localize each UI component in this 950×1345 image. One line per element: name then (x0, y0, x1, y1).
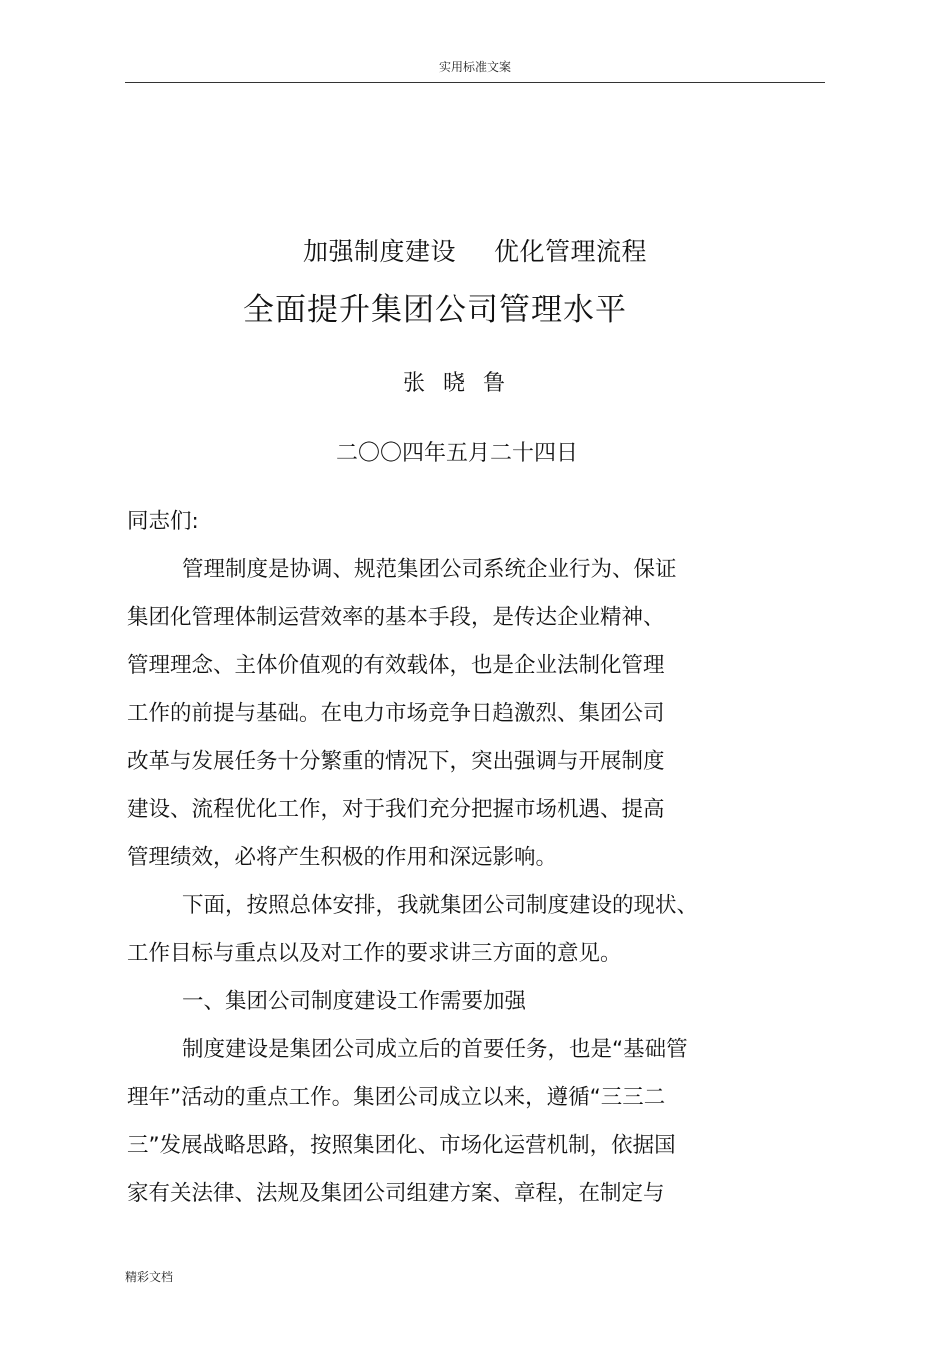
page-footer: 精彩文档 (125, 1270, 174, 1284)
body-line: 工作目标与重点以及对工作的要求讲三方面的意见。 (127, 941, 622, 966)
body-line: 工作的前提与基础。在电力市场竞争日趋激烈、集团公司 (127, 701, 665, 726)
title-part1: 加强制度建设 (302, 237, 456, 266)
body-line: 下面，按照总体安排，我就集团公司制度建设的现状、 (182, 893, 699, 918)
body-line: 集团化管理体制运营效率的基本手段，是传达企业精神、 (127, 605, 665, 630)
document-title-line2: 全面提升集团公司管理水平 (243, 292, 627, 328)
header-divider (125, 82, 825, 83)
title-part2: 优化管理流程 (494, 237, 648, 266)
body-line: 三”发展战略思路，按照集团化、市场化运营机制，依据国 (127, 1133, 676, 1158)
salutation: 同志们: (127, 509, 199, 534)
body-line: 制度建设是集团公司成立后的首要任务，也是“基础管 (182, 1037, 688, 1062)
author-name: 张晓鲁 (402, 371, 523, 396)
section-heading: 一、集团公司制度建设工作需要加强 (182, 989, 527, 1014)
body-line: 家有关法律、法规及集团公司组建方案、章程，在制定与 (127, 1181, 665, 1206)
document-title-line1 (0, 232, 950, 268)
body-line: 管理制度是协调、规范集团公司系统企业行为、保证 (182, 557, 677, 582)
body-line: 管理理念、主体价值观的有效载体，也是企业法制化管理 (127, 653, 665, 678)
body-line: 管理绩效，必将产生积极的作用和深远影响。 (127, 845, 558, 870)
document-date: 二〇〇四年五月二十四日 (335, 441, 578, 466)
body-line: 改革与发展任务十分繁重的情况下，突出强调与开展制度 (127, 749, 665, 774)
page-header: 实用标准文案 (438, 60, 511, 74)
body-line: 建设、流程优化工作，对于我们充分把握市场机遇、提高 (127, 797, 665, 822)
body-line: 理年”活动的重点工作。集团公司成立以来，遵循“三三二 (127, 1085, 666, 1110)
